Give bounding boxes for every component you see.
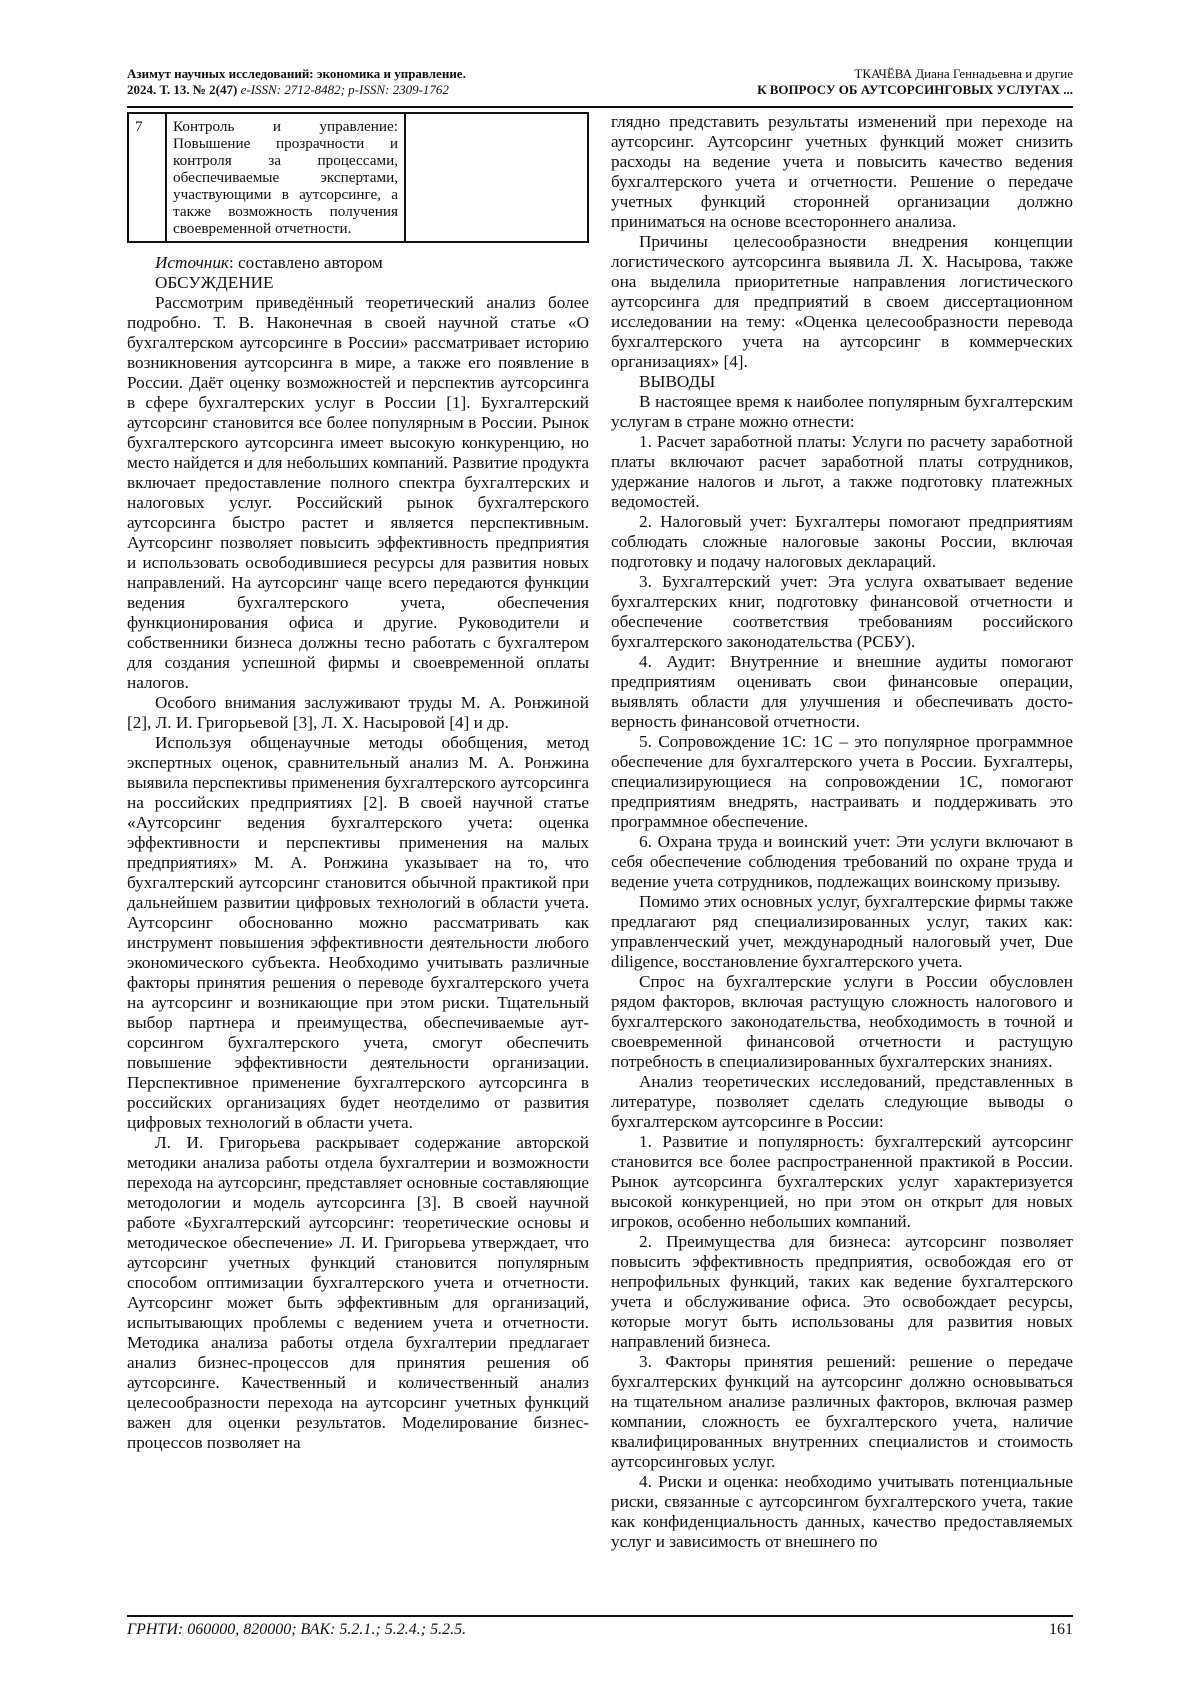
list-item: 1. Расчет заработной платы: Услуги по расчету заработной платы включают расчет заработной платы сотрудников, удержание налогов и льгот, а также подготовку платежных ведомостей. bbox=[611, 432, 1073, 511]
issn: e-ISSN: 2712-8482; p-ISSN: 2309-1762 bbox=[240, 82, 449, 97]
paragraph: глядно представить результаты изменений при переходе на аутсорсинг. Аутсорсинг учетных функций может снизить расходы на ведение учета и повысить качество ведения бухгалтерского учета и отчетности. Решение о передаче учетных функций сторонней организации должно приниматься на основе всестороннего анализа. bbox=[611, 112, 1073, 231]
journal-issue bbox=[127, 82, 466, 98]
paragraph: Рассмотрим приведённый теоретический анализ более подробно. Т. В. Наконечная в своей научной статье «О бухгалтерском аутсорсинге в России» рассматривает историю возникновения аутсорсинга в мире, а также его появление в России. Даёт оценку возможностей и перспектив аутсорсинга в сфере бухгалтерских услуг в России [1]. Бухгалтерский аутсорсинг становится все более популярным в России. Рынок бухгалтерского аутсорсинга имеет высокую конкуренцию, но место найдется и для небольших компаний. Развитие продукта включает предоставление полного спектра бухгалтерских и налоговых услуг. Российский рынок бухгалтерского аутсорсинга быстро растет и является перспективным. Аутсорсинг позволяет повысить эффективность предприятия и использовать освободившиеся ресурсы для развития новых направлений. На аутсорсинг чаще всего передаются функции ведения бухгалтерского учета, обеспечения функционирования офиса и другие. Руководители и собственники бизнеса должны тесно работать с бухгалтером для создания успешной фирмы и своевременной оплаты налогов. bbox=[127, 293, 589, 692]
paragraph: Причины целесообразности внедрения концепции логистического аутсорсинга выявила Л. Х. Насырова, также она выделила приоритетные направления логистического аутсорсинга для предприятий в своем диссертационном исследовании на тему: «Оценка целесообразности перевода бухгалтерского учета на аутсорсинг в коммерческих организациях» [4]. bbox=[611, 232, 1073, 371]
source-text: : составлено автором bbox=[228, 253, 383, 272]
list-item: 1. Развитие и популярность: бухгалтерский аутсорсинг становится все более распространенной практикой в России. Рынок аутсорсинга бухгалтерских услуг характеризуется высокой конкуренцией, но при этом он открыт для новых игроков, особенно небольших компаний. bbox=[611, 1132, 1073, 1231]
list-item: 2. Налоговый учет: Бухгалтеры помогают предприятиям соблюдать сложные налоговые законы России, включая подготовку и подачу налоговых деклараций. bbox=[611, 512, 1073, 571]
table-continuation bbox=[127, 112, 589, 243]
list-item: 6. Охрана труда и воинский учет: Эти услуги включают в себя обеспечение соблюдения требований по охране труда и ведение учета сотрудников, подлежащих воинскому призыву. bbox=[611, 832, 1073, 891]
article-title: К ВОПРОСУ ОБ АУТСОРСИНГОВЫХ УСЛУГАХ ... bbox=[757, 82, 1073, 97]
paragraph: Используя общенаучные методы обобщения, метод экспертных оценок, сравнительный анализ М. А. Ронжина выявила перспективы применения бухгалтерского аутсорсинга на российских предприятиях [2]. В своей научной статье «Аутсорсинг ведения бухгалтерского учета: оценка эффективности и перспективы применения на малых предприятиях» М. А. Ронжина указывает на то, что бухгалтерский аутсорсинг становится обычной практикой при дальнейшем развитии цифровых технологий в области учета. Аутсорсинг обоснованно можно рассматривать как инструмент повышения эффективности деятельности любого экономического субъекта. Необходимо учитывать различные факторы принятия решения о переводе бухгалтерского учета на аутсорсинг и возникающие при этом риски. Тщательный выбор партнера и преимущества, обеспечиваемые аутсорсингом бухгалтерского учета, смогут обеспечить повышение эффективности деятельности организации. Перспективное применение бухгалтерского аутсорсинга в российских организациях будет неотделимо от развития цифровых технологий в области учета. bbox=[127, 733, 589, 1132]
issue-number: 2024. Т. 13. № 2(47) bbox=[127, 82, 238, 97]
paragraph: Особого внимания заслуживают труды М. А. Ронжиной [2], Л. И. Григорьевой [3], Л. Х. Насыровой [4] и др. bbox=[127, 693, 589, 732]
paragraph: Помимо этих основных услуг, бухгалтерские фирмы также предлагают ряд специализированных услуг, таких как: управленческий учет, международный налоговый учет, Due diligence, восстановление бухгалтерского учета. bbox=[611, 892, 1073, 971]
classification-codes: ГРНТИ: 060000, 820000; ВАК: 5.2.1.; 5.2.4.; 5.2.5. bbox=[127, 1621, 467, 1638]
page-footer bbox=[127, 1615, 1073, 1639]
right-column bbox=[611, 112, 1073, 1552]
table-cell-empty bbox=[405, 113, 588, 242]
paragraph: В настоящее время к наиболее популярным бухгалтерским услугам в стране можно отнести: bbox=[611, 392, 1073, 431]
page-number: 161 bbox=[1049, 1621, 1073, 1638]
list-item: 3. Факторы принятия решений: решение о передаче бухгалтерских функций на аутсорсинг должно основываться на тщательном анализе различных факторов, включая размер компании, сложность ее бухгалтерского учета, наличие квалифицированных внутренних специалистов и стоимость аутсорсинговых услуг. bbox=[611, 1352, 1073, 1471]
list-item: 5. Сопровождение 1С: 1С – это популярное программное обеспечение для бухгалтерского учета в России. Бухгалтеры, специализирующиеся на сопровождении 1С, помогают предприятиям внедрять, настраивать и поддерживать это программное обеспечение. bbox=[611, 732, 1073, 831]
table-row bbox=[128, 113, 588, 242]
table-source bbox=[127, 253, 589, 273]
list-item: 4. Аудит: Внутренние и внешние аудиты помогают предприятиям оценивать свои финансовые операции, выявлять области для улучшения и обеспечивать достоверность финансовой отчетности. bbox=[611, 652, 1073, 731]
authors: ТКАЧЁВА Диана Геннадьевна и другие bbox=[854, 66, 1073, 81]
paragraph: Спрос на бухгалтерские услуги в России обусловлен рядом факторов, включая растущую сложность налогового и бухгалтерского законодательства, необходимость в точной и своевременной финансовой отчетности и растущую потребность в специализированных бухгалтерских знаниях. bbox=[611, 972, 1073, 1071]
table-cell-text: Контроль и управление: Повышение прозрачности и контроля за процессами, обеспечиваемые экспертами, участвующими в аутсорсинге, а также возможность получения своевременной отчетности. bbox=[166, 113, 405, 242]
article-info bbox=[757, 66, 1073, 98]
list-item: 2. Преимущества для бизнеса: аутсорсинг позволяет повысить эффективность предприятия, освобождая его от непрофильных функций, таких как ведение бухгалтерского учета и обслуживание офиса. Это освобождает ресурсы, которые могут быть использованы для развития новых направлений бизнеса. bbox=[611, 1232, 1073, 1351]
left-column bbox=[127, 112, 589, 1453]
table-cell-number: 7 bbox=[128, 113, 166, 242]
list-item: 3. Бухгалтерский учет: Эта услуга охватывает ведение бухгалтерских книг, подготовку финансовой отчетности и обеспечение соответствия требованиям российского бухгалтерского законодательства (РСБУ). bbox=[611, 572, 1073, 651]
section-heading-discussion: ОБСУЖДЕНИЕ bbox=[155, 273, 274, 292]
journal-info bbox=[127, 66, 466, 98]
list-item: 4. Риски и оценка: необходимо учитывать потенциальные риски, связанные с аутсорсингом бухгалтерского учета, такие как конфиденциальность данных, качество предоставляемых услуг и зависимость от внешнего по bbox=[611, 1472, 1073, 1551]
journal-name: Азимут научных исследований: экономика и управление. bbox=[127, 66, 466, 81]
running-header bbox=[127, 66, 1073, 108]
paragraph: Анализ теоретических исследований, представленных в литературе, позволяет сделать следующие выводы о бухгалтерском аутсорсинге в России: bbox=[611, 1072, 1073, 1131]
section-heading-conclusions: ВЫВОДЫ bbox=[639, 372, 716, 391]
paragraph: Л. И. Григорьева раскрывает содержание авторской методики анализа работы отдела бухгалтерии и возможности перехода на аутсорсинг, представляет основные составляющие методологии и модель аутсорсинга [3]. В своей научной работе «Бухгалтерский аутсорсинг: теоретические основы и методическое обеспечение» Л. И. Григорьева утверждает, что аутсорсинг учетных функций становится популярным способом оптимизации бухгалтерского учета и отчетности. Аутсорсинг может быть эффективным для организаций, испытывающих проблемы с ведением учета и отчетности. Методика анализа работы отдела бухгалтерии предлагает анализ бизнес-процессов для принятия решения об аутсорсинге. Качественный и количественный анализ целесообразности перехода на аутсорсинг учетных функций важен для оценки результатов. Моделирование бизнес-процессов позволяет на bbox=[127, 1133, 589, 1452]
source-label: Источник bbox=[155, 253, 229, 272]
